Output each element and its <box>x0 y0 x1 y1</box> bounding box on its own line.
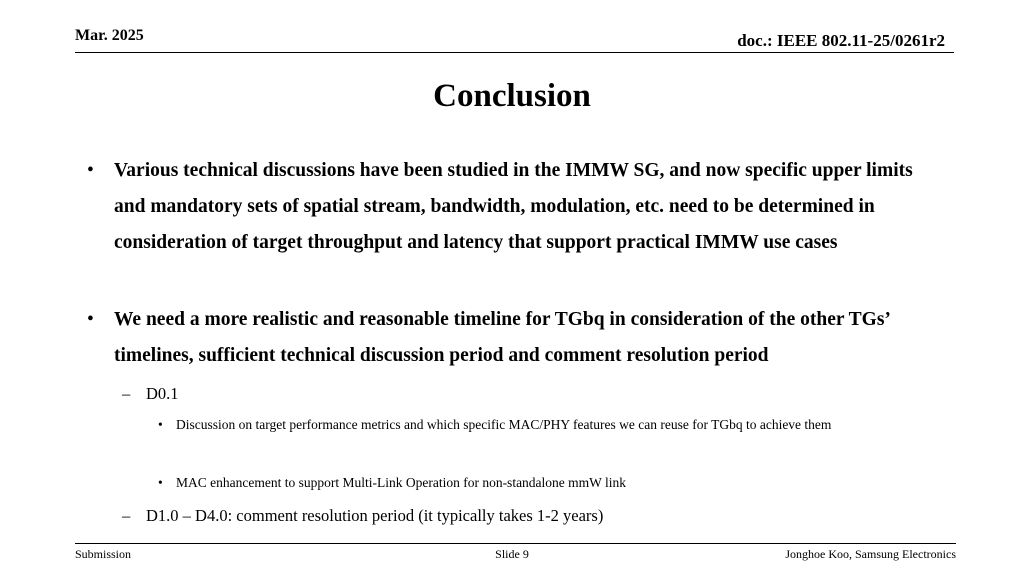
sub-bullet-text: D1.0 – D4.0: comment resolution period (it typically takes 1-2 years) <box>146 506 604 525</box>
sub-sub-bullet-text: Discussion on target performance metrics and which specific MAC/PHY features we can reuse for TGbq to achieve them <box>176 417 832 432</box>
header-doc-id: doc.: IEEE 802.11-25/0261r2 <box>737 31 945 50</box>
footer-divider <box>75 543 956 544</box>
header-divider <box>75 52 954 53</box>
bullet-text: Various technical discussions have been studied in the IMMW SG, and now specific upper limits and mandatory sets of spatial stream, bandwidth, modulation, etc. need to be determined in consideration of target throughput and latency that support practical IMMW use cases <box>114 160 913 253</box>
footer-author: Jonghoe Koo, Samsung Electronics <box>785 547 956 561</box>
sub-sub-bullet-item <box>158 469 936 496</box>
sub-bullet-item <box>122 504 946 528</box>
sub-bullet-marker: – <box>122 506 131 525</box>
sub-bullet-marker: – <box>122 384 131 403</box>
bullet-item <box>87 302 944 374</box>
sub-sub-bullet-item <box>158 411 936 438</box>
sub-sub-bullet-marker: • <box>158 417 163 432</box>
bullet-marker: • <box>87 160 94 181</box>
sub-bullet-text: D0.1 <box>146 384 179 403</box>
bullet-marker: • <box>87 309 94 330</box>
footer-submission: Submission <box>75 547 132 561</box>
sub-bullet-item <box>122 382 946 406</box>
bullet-item <box>87 153 944 261</box>
slide-title: Conclusion <box>433 78 591 114</box>
footer-slide-number: Slide 9 <box>495 547 529 561</box>
bullet-text: We need a more realistic and reasonable timeline for TGbq in consideration of the other TGs’ timelines, sufficient technical discussion period and comment resolution period <box>114 309 890 366</box>
header-date: Mar. 2025 <box>75 27 144 44</box>
sub-sub-bullet-text: MAC enhancement to support Multi-Link Operation for non-standalone mmW link <box>176 475 627 490</box>
sub-sub-bullet-marker: • <box>158 475 163 490</box>
